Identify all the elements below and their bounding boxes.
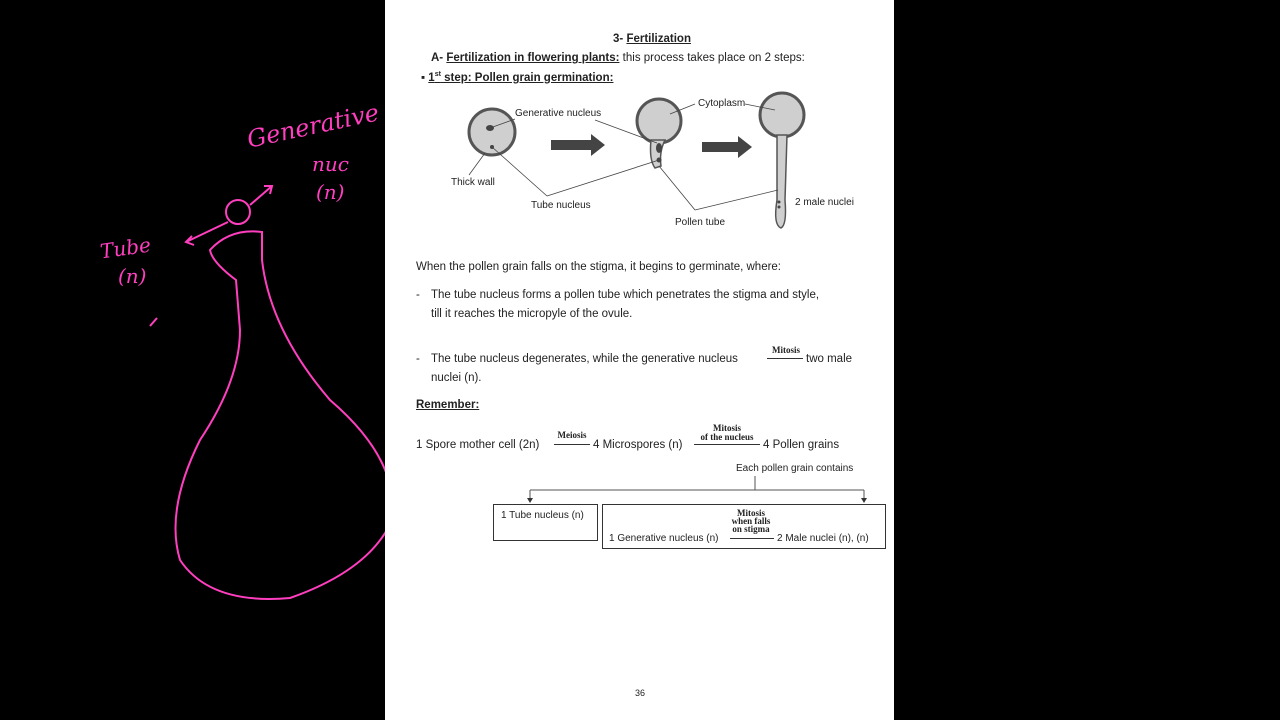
label-thick-wall: Thick wall <box>451 177 495 188</box>
chain-spore-mother-cell: 1 Spore mother cell (2n) <box>416 439 540 451</box>
step-title: step: Pollen grain germination: <box>440 71 614 84</box>
section-prefix: A- <box>431 52 444 64</box>
pollen-germination-diagram <box>445 90 865 235</box>
paragraph-germination: When the pollen grain falls on the stigma, it begins to germinate, where: <box>416 261 782 273</box>
label-generative-nucleus: Generative nucleus <box>515 108 602 119</box>
chain-pollen-grains: 4 Pollen grains <box>763 439 840 451</box>
bullet2-line2: nuclei (n). <box>431 372 482 384</box>
arrow-icon <box>554 437 590 445</box>
meiosis-label: Meiosis <box>557 430 587 440</box>
tube-nucleus-text: 1 Tube nucleus (n) <box>501 510 584 521</box>
when-falls-label: when falls <box>731 516 771 526</box>
each-pollen-grain-label: Each pollen grain contains <box>736 463 854 474</box>
arrow-icon <box>702 136 752 158</box>
section-rest: this process takes place on 2 steps: <box>619 52 805 64</box>
mitosis-arrow-label: Mitosis <box>772 345 800 355</box>
male-nuclei-text: 2 Male nuclei (n), (n) <box>777 533 869 544</box>
title-number: 3- <box>613 33 624 45</box>
section-title: Fertilization in flowering plants: <box>446 52 620 64</box>
annotation-generative: Generative <box>244 98 382 154</box>
bullet1-line2: till it reaches the micropyle of the ovule. <box>431 308 633 320</box>
bullet-dash: - <box>416 353 420 365</box>
arrow-icon <box>551 134 605 156</box>
page-title: Fertilization <box>626 33 691 45</box>
of-the-nucleus-label: of the nucleus <box>700 432 754 442</box>
mitosis-label: Mitosis <box>737 508 765 518</box>
arrow-icon <box>767 351 803 359</box>
label-tube-nucleus: Tube nucleus <box>531 200 591 211</box>
tube-nucleus-box <box>493 504 598 541</box>
page-number: 36 <box>635 688 646 698</box>
mitosis-label: Mitosis <box>713 423 741 433</box>
step-sup: st <box>434 71 441 78</box>
bullet2-line1: The tube nucleus degenerates, while the generative nucleus <box>431 353 738 365</box>
annotation-tube-n: (n) <box>118 264 147 288</box>
document-page: 3- Fertilization A- Fertilization in flowering plants: this process takes place on 2 steps: ▪ 1st step: Pollen grain germination: Generative nucleus Cytoplasm Thick wall Tube nucleus Pollen tube 2 male nuclei When the pollen grain falls on the stigma, it begins to germinate, where: - The tube nucleus forms a pollen tube which penetrates the stigma and style, till it reaches the micropyle of the ovule. - The tube nucleus degenerates, while the generative nucleus Mitosis two male nuclei (n). Remember: 1 Spore mother cell (2n) Meiosis 4 Microspores (n) Mitosis of the nucleus 4 Pollen grains Each pollen grain contains 1 Tube nucleus (n) 1 Generative nucleus (n) Mitosis when falls on stigma 2 Male nuclei (n), (n) 36 <box>385 0 894 720</box>
label-cytoplasm: Cytoplasm <box>698 98 746 109</box>
annotation-tube: Tube <box>98 232 153 264</box>
label-pollen-tube: Pollen tube <box>675 217 726 228</box>
generative-nucleus-text: 1 Generative nucleus (n) <box>609 533 719 544</box>
arrow-icon <box>694 437 760 445</box>
label-male-nuclei: 2 male nuclei <box>795 197 854 208</box>
annotation-nuc: nuc <box>312 152 349 176</box>
bullet-dash: - <box>416 289 420 301</box>
bullet2-line1-end: two male <box>806 353 853 365</box>
step-num: 1 <box>428 71 435 84</box>
generative-nucleus-box <box>602 504 886 549</box>
arrow-icon <box>730 531 774 539</box>
annotation-n: (n) <box>316 180 345 204</box>
chain-microspores: 4 Microspores (n) <box>593 439 683 451</box>
bullet1-line1: The tube nucleus forms a pollen tube which penetrates the stigma and style, <box>431 289 820 301</box>
on-stigma-label: on stigma <box>732 524 770 534</box>
remember-heading: Remember: <box>416 399 480 411</box>
branch-connector <box>525 476 870 504</box>
